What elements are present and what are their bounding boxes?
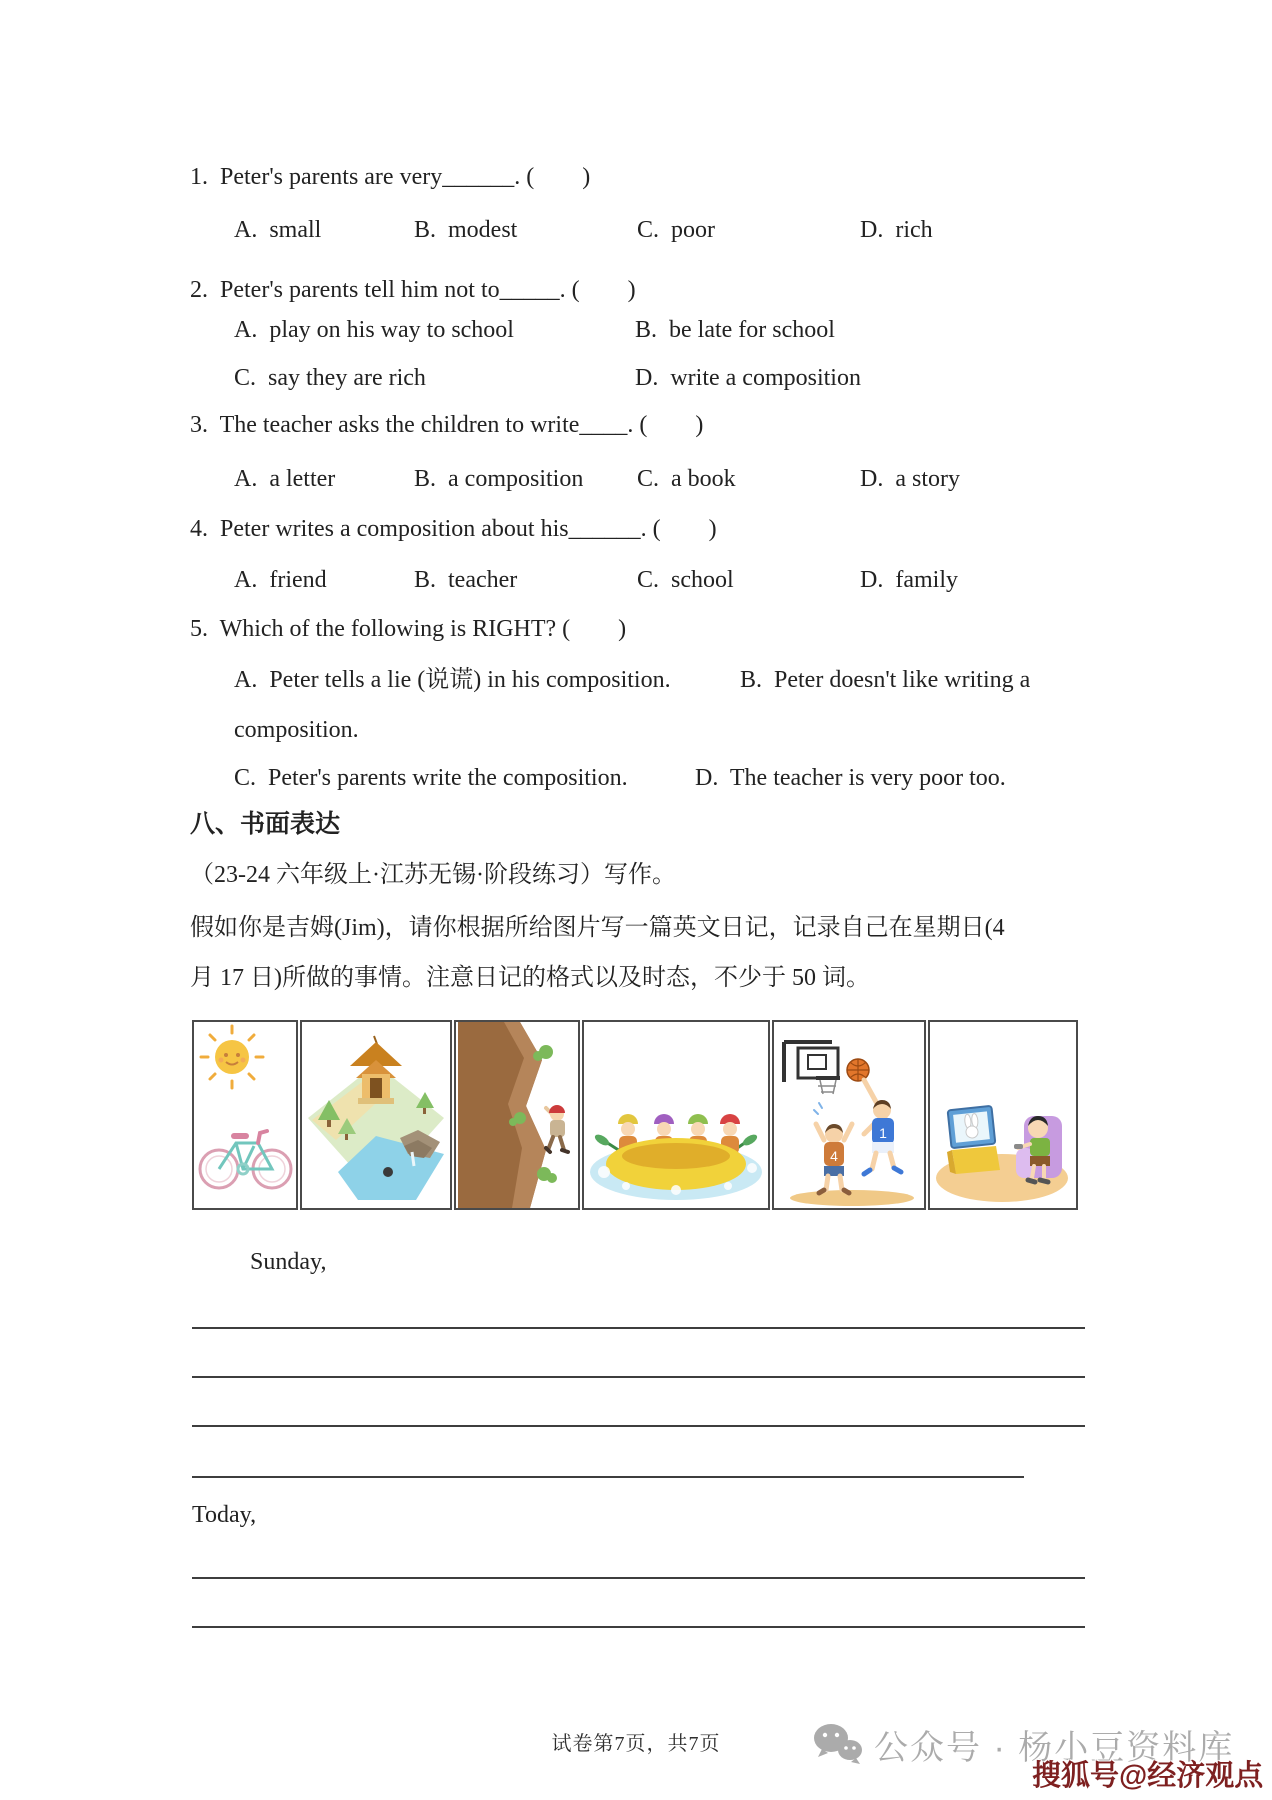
option-1d: D. rich (860, 217, 933, 243)
svg-text:4: 4 (830, 1148, 838, 1164)
rabbit-on-screen-icon (964, 1113, 979, 1138)
writing-blank-line-4 (192, 1476, 1024, 1478)
writing-blank-line-1 (192, 1327, 1085, 1329)
sohu-watermark-text: 搜狐号@经济观点 (1032, 1760, 1264, 1792)
diary-opening-today: Today, (192, 1502, 257, 1528)
tv-stand-icon (947, 1146, 1000, 1174)
option-3b: B. a composition (414, 466, 584, 492)
option-1b: B. modest (414, 217, 518, 243)
player-blue-icon (864, 1080, 901, 1174)
question-1-options (0, 215, 1272, 245)
watching-tv-illustration (930, 1022, 1076, 1208)
tv-icon (948, 1106, 996, 1148)
question-3-options (0, 464, 1272, 494)
question-2-options-row2 (0, 363, 1272, 393)
basketball-icon (847, 1059, 869, 1081)
writing-blank-line-5 (192, 1577, 1085, 1579)
writing-blank-line-3 (192, 1425, 1085, 1427)
page-number-footer: 试卷第7页，共7页 (551, 1733, 721, 1755)
question-5-options-row2 (0, 763, 1272, 793)
option-5b: B. Peter doesn't like writing a (740, 667, 1031, 693)
option-3c: C. a book (637, 466, 736, 492)
rock-climbing-illustration (456, 1022, 578, 1208)
option-4b: B. teacher (414, 567, 518, 593)
question-5b-continuation (0, 715, 1272, 745)
bicycle-icon (200, 1131, 291, 1188)
option-1a: A. small (234, 217, 322, 243)
question-1-stem: 1. Peter's parents are very______. ( ) (190, 164, 591, 190)
question-2-stem: 2. Peter's parents tell him not to_____. ( ) (190, 277, 636, 303)
option-3a: A. a letter (234, 466, 336, 492)
writing-blank-line-2 (192, 1376, 1085, 1378)
option-5a: A. Peter tells a lie (说谎) in his composition. (234, 667, 671, 693)
option-3d: D. a story (860, 466, 960, 492)
option-5c: C. Peter's parents write the composition. (234, 765, 628, 791)
picture-box-1 (192, 1020, 298, 1210)
writing-blank-line-6 (192, 1626, 1085, 1628)
option-5b-cont: composition. (234, 717, 359, 743)
option-4c: C. school (637, 567, 734, 593)
question-2-options-row1 (0, 315, 1272, 345)
rafting-illustration (584, 1022, 768, 1208)
picture-box-6 (928, 1020, 1078, 1210)
option-4d: D. family (860, 567, 958, 593)
picture-box-4 (582, 1020, 770, 1210)
question-4-stem: 4. Peter writes a composition about his______. ( ) (190, 516, 717, 542)
park-pavilion-illustration (302, 1022, 450, 1208)
question-3-stem: 3. The teacher asks the children to write____. ( ) (190, 412, 704, 438)
climber-icon (546, 1105, 568, 1152)
option-2c: C. say they are rich (234, 365, 426, 391)
section-8-title: 八、书面表达 (190, 811, 341, 838)
basketball-illustration (774, 1022, 924, 1208)
svg-text:1: 1 (879, 1125, 887, 1141)
sun-icon (201, 1026, 263, 1088)
option-2b: B. be late for school (635, 317, 835, 343)
writing-prompt-line2: 月 17 日)所做的事情。注意日记的格式以及时态，不少于 50 词。 (190, 965, 870, 991)
duck-icon (383, 1167, 393, 1177)
wechat-icon (812, 1722, 864, 1766)
writing-prompt-line1: 假如你是吉姆(Jim)，请你根据所给图片写一篇英文日记，记录自己在星期日(4 (190, 915, 1005, 941)
picture-box-5 (772, 1020, 926, 1210)
section-8-source: （23-24 六年级上·江苏无锡·阶段练习）写作。 (190, 862, 676, 888)
question-4-options (0, 565, 1272, 595)
option-2d: D. write a composition (635, 365, 861, 391)
option-4a: A. friend (234, 567, 327, 593)
remote-icon (1014, 1144, 1023, 1149)
picture-box-2 (300, 1020, 452, 1210)
sunny-bicycle-illustration (194, 1022, 296, 1208)
picture-box-3 (454, 1020, 580, 1210)
option-2a: A. play on his way to school (234, 317, 514, 343)
option-5d: D. The teacher is very poor too. (695, 765, 1006, 791)
diary-opening-sunday: Sunday, (250, 1249, 327, 1275)
question-5-stem: 5. Which of the following is RIGHT? ( ) (190, 616, 627, 642)
wechat-watermark-text: 公众号 · 杨小豆资料库 (874, 1729, 1235, 1767)
question-5-options-row1 (0, 665, 1272, 695)
basketball-hoop-icon (784, 1042, 840, 1094)
player-orange-icon (814, 1103, 852, 1193)
option-1c: C. poor (637, 217, 715, 243)
